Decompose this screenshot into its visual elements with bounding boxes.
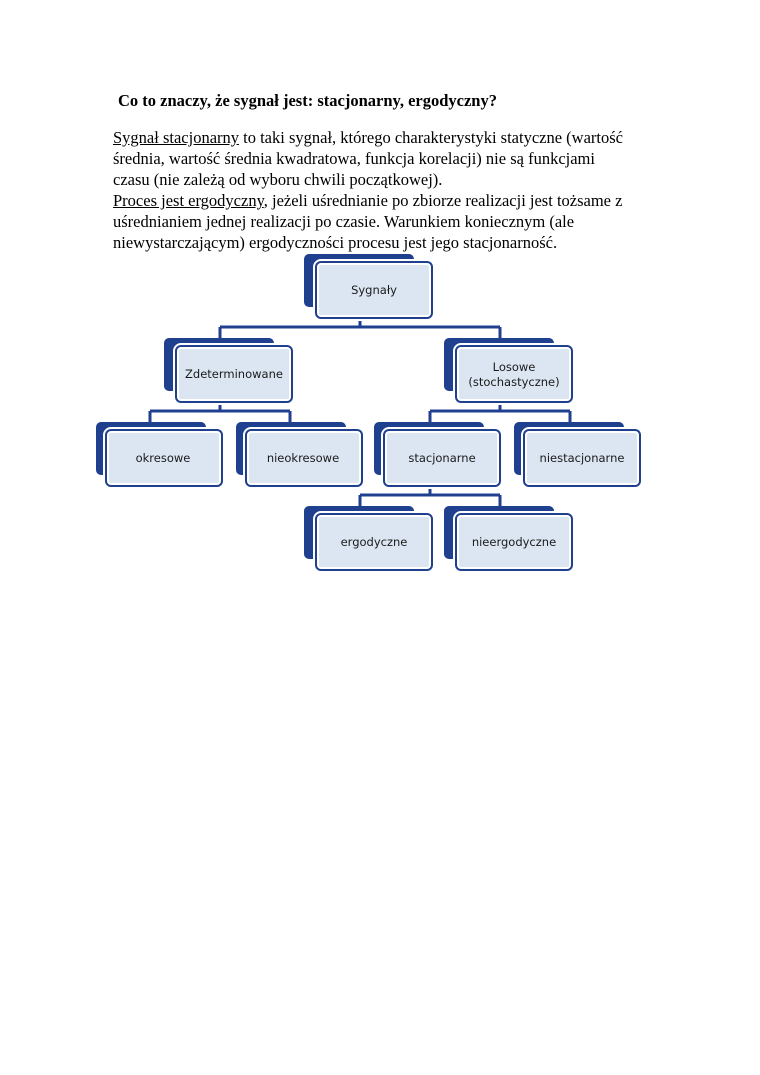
node-ergodyczne-label: ergodyczne <box>340 535 408 549</box>
page-heading: Co to znaczy, że sygnał jest: stacjonarny, ergodyczny? <box>118 91 497 110</box>
node-losowe-box-outer <box>456 346 572 402</box>
node-niestacjonarne-label: niestacjonarne <box>539 451 625 465</box>
node-stacjonarne-label: stacjonarne <box>408 451 476 465</box>
node-nieergodyczne-label: nieergodyczne <box>471 535 557 549</box>
node-nieokresowe <box>236 422 362 486</box>
node-okresowe <box>96 422 222 486</box>
paragraph1-line1-rest: to taki sygnał, którego charakterystyki statyczne (wartość <box>239 128 623 147</box>
node-nieergodyczne <box>444 506 572 570</box>
node-ergodyczne <box>304 506 432 570</box>
node-sygnaly-label: Sygnały <box>351 283 397 297</box>
paragraph1-line2: średnia, wartość średnia kwadratowa, funkcja korelacji) nie są funkcjami <box>113 149 595 168</box>
node-losowe-label-line1: Losowe <box>492 360 536 374</box>
term-sygnal-stacjonarny: Sygnał stacjonarny <box>113 128 240 147</box>
node-okresowe-label: okresowe <box>135 451 191 465</box>
node-sygnaly <box>304 254 432 318</box>
node-nieokresowe-label: nieokresowe <box>266 451 340 465</box>
term-proces-ergodyczny: Proces jest ergodyczny <box>113 191 264 210</box>
node-losowe-label-line2: (stochastyczne) <box>468 375 560 389</box>
connector-stacjonarne <box>360 486 500 509</box>
node-zdeterminowane-label: Zdeterminowane <box>185 367 283 381</box>
connector-sygnaly <box>220 318 500 341</box>
node-stacjonarne <box>374 422 500 486</box>
node-niestacjonarne <box>514 422 640 486</box>
paragraph1-line3: czasu (nie zależą od wyboru chwili początkowej). <box>113 170 443 189</box>
paragraph2-line3: niewystarczającym) ergodyczności procesu jest jego stacjonarność. <box>113 233 558 252</box>
node-zdeterminowane <box>164 338 292 402</box>
node-losowe <box>444 338 572 402</box>
paragraph2-line2: uśrednianiem jednej realizacji po czasie. Warunkiem koniecznym (ale <box>113 212 575 231</box>
connector-losowe <box>430 402 570 425</box>
connector-zdeterminowane <box>150 402 290 425</box>
paragraph2-line1-rest: , jeżeli uśrednianie po zbiorze realizacji jest tożsame z <box>263 191 623 210</box>
